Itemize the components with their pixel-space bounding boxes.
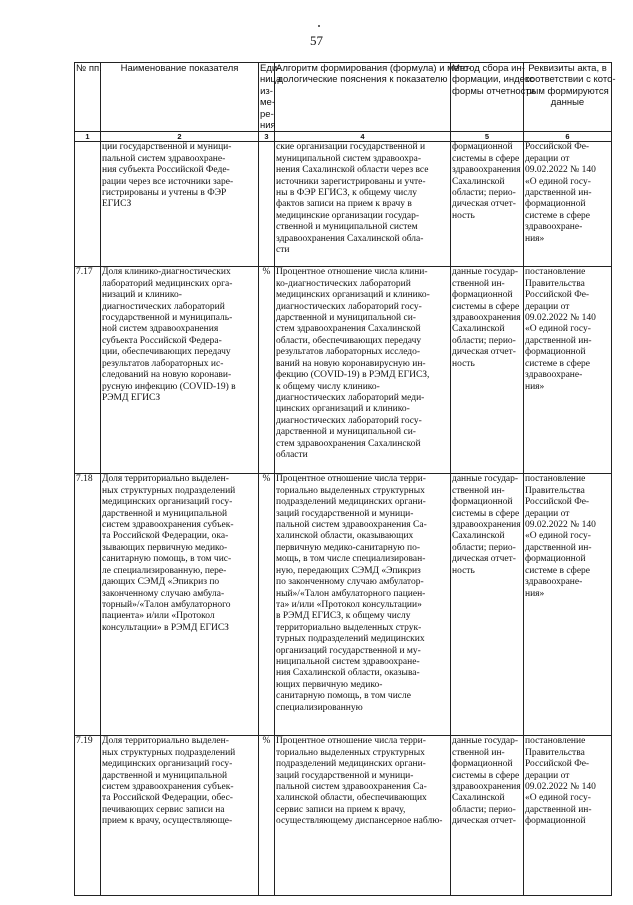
- text-line: ториально выделенных структурных: [276, 485, 425, 496]
- text-line: та Российской Федерации, обес-: [102, 793, 233, 804]
- text-line: данные государ-: [452, 736, 519, 747]
- row-number: 7.17: [75, 267, 101, 474]
- algorithm-text: [275, 142, 451, 267]
- text-line: фекцию (COVID-19) в РЭМД ЕГИСЗ,: [276, 370, 430, 381]
- text-line: здравоохранения: [452, 520, 521, 531]
- text-line: формации, индекс: [452, 74, 534, 86]
- text-line: формационной: [525, 347, 586, 358]
- text-line: Сахалинской: [452, 793, 505, 804]
- text-line: ме-: [260, 97, 275, 109]
- row-number: 7.19: [75, 736, 101, 896]
- text-line: формационной: [525, 816, 586, 827]
- text-line: диагностических лабораторий госу-: [276, 415, 422, 426]
- text-line: систем здравоохранения субъек-: [102, 520, 234, 531]
- text-line: ко-диагностических лабораторий: [276, 278, 411, 289]
- text-line: прием к врачу, осуществляюще-: [102, 816, 233, 827]
- algorithm-text: [275, 474, 451, 736]
- text-line: здравоохранения: [452, 165, 521, 176]
- text-line: Процентное отношение числа терри-: [276, 736, 426, 747]
- text-line: дерации от: [525, 508, 570, 519]
- text-line: халинской области, обеспечивающих: [276, 793, 427, 804]
- text-line: данные государ-: [452, 267, 519, 278]
- text-line: Сахалинской: [452, 531, 505, 542]
- text-line: дерации от: [525, 770, 570, 781]
- text-line: результатов лабораторных ис-: [102, 358, 224, 369]
- row-number: [75, 142, 101, 267]
- text-line: печивающих сервис записи на: [102, 804, 225, 815]
- text-line: пациента» и/или «Протокол: [102, 611, 215, 622]
- text-line: к общему числу клинико-: [276, 381, 380, 392]
- text-line: Реквизиты акта, в: [528, 63, 607, 74]
- text-line: дарственной и муниципальной: [102, 770, 228, 781]
- indicator-name: [101, 474, 259, 736]
- text-line: Доля территориально выделен-: [102, 474, 229, 485]
- text-line: халинской области, оказывающих: [276, 531, 414, 542]
- indicators-table: [74, 62, 616, 896]
- text-line: санитарную помощь, в том чис-: [102, 554, 232, 565]
- text-line: фактов записи на прием к врачу в: [276, 199, 412, 210]
- page-number: 57: [310, 33, 323, 48]
- text-line: ния»: [525, 588, 545, 599]
- text-line: заций государственной и муници-: [276, 508, 414, 519]
- text-line: субъекта Российской Федера-: [102, 335, 222, 346]
- text-line: Российской Фе-: [525, 142, 590, 153]
- text-line: ную, передающих СЭМД «Эпикриз: [276, 565, 421, 576]
- text-line: русную инфекцию (COVID-19) в: [102, 381, 236, 392]
- text-line: дерации от: [525, 153, 570, 164]
- text-line: здравоохранения: [452, 313, 521, 324]
- text-line: здравоохранения Сахалинской обла-: [276, 233, 424, 244]
- text-line: Правительства: [525, 485, 585, 496]
- column-number: 5: [451, 132, 524, 142]
- text-line: лабораторий медицинских орга-: [102, 278, 233, 289]
- text-line: Наименование показателя: [120, 63, 239, 74]
- column-number: 1: [75, 132, 101, 142]
- text-line: санитарную помощь, в том числе: [276, 691, 411, 702]
- text-line: формационной: [525, 554, 586, 565]
- text-line: формационной: [452, 142, 513, 153]
- text-line: цинских организаций и клинико-: [276, 404, 410, 415]
- unit-of-measure: [259, 142, 275, 267]
- text-line: Доля клинико-диагностических: [102, 267, 231, 278]
- text-line: диагностических лабораторий: [102, 301, 225, 312]
- text-line: рым формируются: [526, 85, 609, 97]
- text-line: формы отчетности: [452, 85, 536, 97]
- text-line: области; перио-: [452, 542, 516, 553]
- text-line: подразделений медицинских органи-: [276, 497, 426, 508]
- text-line: дающих СЭМД «Эпикриз по: [102, 577, 220, 588]
- text-line: диагностических лабораторий меди-: [276, 392, 425, 403]
- text-line: диагностических лабораторий госу-: [276, 301, 422, 312]
- text-line: ции государственной и муници-: [102, 142, 232, 153]
- text-line: организаций государственной и му-: [276, 645, 421, 656]
- text-line: дарственной ин-: [525, 188, 592, 199]
- text-line: ваний на новую коронавирусную ин-: [276, 358, 426, 369]
- text-line: ющих первичную медико-: [276, 679, 383, 690]
- text-line: 09.02.2022 № 140: [525, 782, 596, 793]
- text-line: консультации» в РЭМД ЕГИСЗ: [102, 622, 229, 633]
- text-line: системе в сфере: [525, 210, 591, 221]
- text-line: ре-: [260, 108, 274, 120]
- text-line: ния»: [525, 381, 545, 392]
- text-line: Доля территориально выделен-: [102, 736, 229, 747]
- text-line: первичную медико-санитарную по-: [276, 542, 421, 553]
- text-line: ЕГИСЗ: [102, 199, 132, 210]
- text-line: ность: [452, 210, 475, 221]
- text-line: ной систем здравоохранения: [102, 324, 219, 335]
- header-col-indicator-name: [101, 63, 259, 132]
- text-line: данные: [550, 97, 585, 109]
- text-line: ния: [260, 120, 276, 132]
- text-line: области; перио-: [452, 188, 516, 199]
- text-line: области; перио-: [452, 804, 516, 815]
- text-line: дическая отчет-: [452, 199, 516, 210]
- header-col-algorithm: [275, 63, 472, 132]
- text-line: здравоохране-: [525, 222, 583, 233]
- text-line: Еди-: [260, 63, 281, 74]
- collection-method: [451, 267, 524, 474]
- text-line: зывающих первичную медико-: [102, 542, 228, 553]
- text-line: низаций и клинико-: [102, 290, 182, 301]
- text-line: формационной: [452, 497, 513, 508]
- text-line: ниципальной систем здравоохране-: [276, 656, 420, 667]
- text-line: дическая отчет-: [452, 816, 516, 827]
- text-line: территориально выделенных струк-: [276, 622, 422, 633]
- text-line: ния»: [525, 233, 545, 244]
- text-line: турных подразделений медицинских: [276, 634, 425, 645]
- text-line: ность: [452, 358, 475, 369]
- text-line: формационной: [525, 199, 586, 210]
- act-details: [524, 474, 612, 736]
- text-line: области, обеспечивающих передачу: [276, 335, 422, 346]
- act-details: [524, 267, 612, 474]
- text-line: формационной: [452, 290, 513, 301]
- text-line: медицинских организаций и клинико-: [276, 290, 430, 301]
- text-line: ния Сахалинской области, оказыва-: [276, 668, 420, 679]
- text-line: постановление: [525, 736, 586, 747]
- text-line: РЭМД ЕГИСЗ: [102, 392, 161, 403]
- header-col-act: [524, 63, 616, 132]
- text-line: специализированную: [276, 702, 363, 713]
- text-line: Метод сбора ин-: [452, 63, 525, 74]
- text-line: Процентное отношение числа терри-: [276, 474, 426, 485]
- text-line: Российской Фе-: [525, 290, 590, 301]
- text-line: здравоохране-: [525, 370, 583, 381]
- text-line: ле специализированную, пере-: [102, 565, 227, 576]
- indicator-name: [101, 736, 259, 896]
- text-line: ны в ФЭР ЕГИСЗ, к общему числу: [276, 188, 417, 199]
- text-line: данные государ-: [452, 474, 519, 485]
- text-line: формационной: [452, 759, 513, 770]
- text-line: «О единой госу-: [525, 176, 591, 187]
- text-line: ции, обеспечивающих передачу: [102, 347, 231, 358]
- column-number: 6: [524, 132, 612, 142]
- table-row: [75, 142, 612, 267]
- text-line: системе в сфере: [525, 358, 591, 369]
- text-line: ственной ин-: [452, 278, 505, 289]
- algorithm-text: [275, 736, 451, 896]
- text-line: сервис записи на прием к врачу,: [276, 804, 406, 815]
- text-line: по законченному случаю амбулатор-: [276, 577, 424, 588]
- text-line: ственной ин-: [452, 485, 505, 496]
- text-line: дерации от: [525, 301, 570, 312]
- text-line: источники зарегистрированы и учте-: [276, 176, 426, 187]
- algorithm-text: [275, 267, 451, 474]
- scan-dot: [318, 25, 320, 27]
- text-line: «О единой госу-: [525, 324, 591, 335]
- text-line: дологические пояснения к показателю: [277, 74, 448, 86]
- text-line: здравоохране-: [525, 577, 583, 588]
- unit-of-measure: %: [259, 267, 275, 474]
- text-line: соответствии с кото-: [525, 74, 616, 86]
- text-line: мощь, в том числе специализирован-: [276, 554, 426, 565]
- text-line: законченному случаю амбула-: [102, 588, 225, 599]
- text-line: дарственной ин-: [525, 542, 592, 553]
- collection-method: [451, 736, 524, 896]
- text-line: подразделений медицинских органи-: [276, 759, 426, 770]
- text-line: систем здравоохранения субъек-: [102, 782, 234, 793]
- text-line: № пп.: [76, 63, 102, 74]
- text-line: дарственной и муниципальной си-: [276, 313, 416, 324]
- text-line: стем здравоохранения Сахалинской: [276, 438, 421, 449]
- text-line: системы в сфере: [452, 301, 520, 312]
- text-line: области: [276, 449, 308, 460]
- text-line: ных структурных подразделений: [102, 485, 236, 496]
- text-line: торный»/«Талон амбулаторного: [102, 599, 231, 610]
- indicator-name: [101, 267, 259, 474]
- text-line: муниципальной систем здравоохра-: [276, 153, 422, 164]
- unit-of-measure: %: [259, 474, 275, 736]
- text-line: Правительства: [525, 278, 585, 289]
- text-line: медицинских организаций госу-: [102, 497, 233, 508]
- text-line: рации через все источники заре-: [102, 176, 234, 187]
- header-col-number: [75, 63, 101, 132]
- text-line: Процентное отношение числа клини-: [276, 267, 428, 278]
- act-details: [524, 142, 612, 267]
- text-line: в РЭМД ЕГИСЗ, к общему числу: [276, 611, 411, 622]
- text-line: дарственной ин-: [525, 804, 592, 815]
- text-line: здравоохранения: [452, 782, 521, 793]
- text-line: та Российской Федерации, ока-: [102, 531, 229, 542]
- column-number: 2: [101, 132, 259, 142]
- text-line: следований на новую коронави-: [102, 370, 232, 381]
- text-line: медицинские организации государ-: [276, 210, 420, 221]
- act-details: [524, 736, 612, 896]
- text-line: системы в сфере: [452, 153, 520, 164]
- text-line: 09.02.2022 № 140: [525, 313, 596, 324]
- column-number: 4: [275, 132, 451, 142]
- text-line: ственной и муниципальной систем: [276, 222, 418, 233]
- text-line: системе в сфере: [525, 565, 591, 576]
- text-line: Сахалинской: [452, 324, 505, 335]
- text-line: ственной ин-: [452, 747, 505, 758]
- text-line: постановление: [525, 267, 586, 278]
- indicator-name: [101, 142, 259, 267]
- text-line: «О единой госу-: [525, 531, 591, 542]
- row-number: 7.18: [75, 474, 101, 736]
- text-line: постановление: [525, 474, 586, 485]
- text-line: дарственной и муниципальной си-: [276, 427, 416, 438]
- unit-of-measure: %: [259, 736, 275, 896]
- text-line: ториально выделенных структурных: [276, 747, 425, 758]
- text-line: Российской Фе-: [525, 497, 590, 508]
- text-line: дическая отчет-: [452, 347, 516, 358]
- text-line: заций государственной и муници-: [276, 770, 414, 781]
- text-line: государственной и муниципаль-: [102, 313, 233, 324]
- text-line: осуществляющему диспансерное наблю-: [276, 816, 443, 827]
- column-number: 3: [259, 132, 275, 142]
- table-header-row: [75, 63, 612, 132]
- text-line: системы в сфере: [452, 770, 520, 781]
- text-line: пальной систем здравоохранения Са-: [276, 782, 427, 793]
- text-line: нения Сахалинской области через все: [276, 165, 429, 176]
- text-line: Правительства: [525, 747, 585, 758]
- table-row: [75, 474, 612, 736]
- header-col-method: [451, 63, 536, 132]
- header-col-unit: [259, 63, 282, 132]
- text-line: дарственной и муниципальной: [102, 508, 228, 519]
- table-row: [75, 267, 612, 474]
- text-line: Сахалинской: [452, 176, 505, 187]
- text-line: 09.02.2022 № 140: [525, 165, 596, 176]
- text-line: 09.02.2022 № 140: [525, 520, 596, 531]
- text-line: ный»/«Талон амбулаторного пациен-: [276, 588, 426, 599]
- text-line: та» и/или «Протокол консультации»: [276, 599, 422, 610]
- column-numbers-row: [75, 132, 612, 142]
- text-line: «О единой госу-: [525, 793, 591, 804]
- table-row: [75, 736, 612, 896]
- text-line: пальной систем здравоохранения Са-: [276, 520, 427, 531]
- text-line: ность: [452, 565, 475, 576]
- text-line: стем здравоохранения Сахалинской: [276, 324, 421, 335]
- text-line: гистрированы и учтены в ФЭР: [102, 188, 227, 199]
- text-line: Алгоритм формирования (формула) и мето-: [276, 63, 472, 74]
- text-line: ница: [260, 74, 282, 86]
- text-line: дарственной ин-: [525, 335, 592, 346]
- text-line: ния субъекта Российской Феде-: [102, 165, 230, 176]
- text-line: медицинских организаций госу-: [102, 759, 233, 770]
- text-line: Российской Фе-: [525, 759, 590, 770]
- text-line: из-: [260, 85, 273, 97]
- text-line: результатов лабораторных исследо-: [276, 347, 421, 358]
- text-line: области; перио-: [452, 335, 516, 346]
- text-line: пальной систем здравоохране-: [102, 153, 226, 164]
- text-line: сти: [276, 245, 290, 256]
- collection-method: [451, 474, 524, 736]
- text-line: системы в сфере: [452, 508, 520, 519]
- text-line: дическая отчет-: [452, 554, 516, 565]
- text-line: ных структурных подразделений: [102, 747, 236, 758]
- text-line: ские организации государственной и: [276, 142, 426, 153]
- collection-method: [451, 142, 524, 267]
